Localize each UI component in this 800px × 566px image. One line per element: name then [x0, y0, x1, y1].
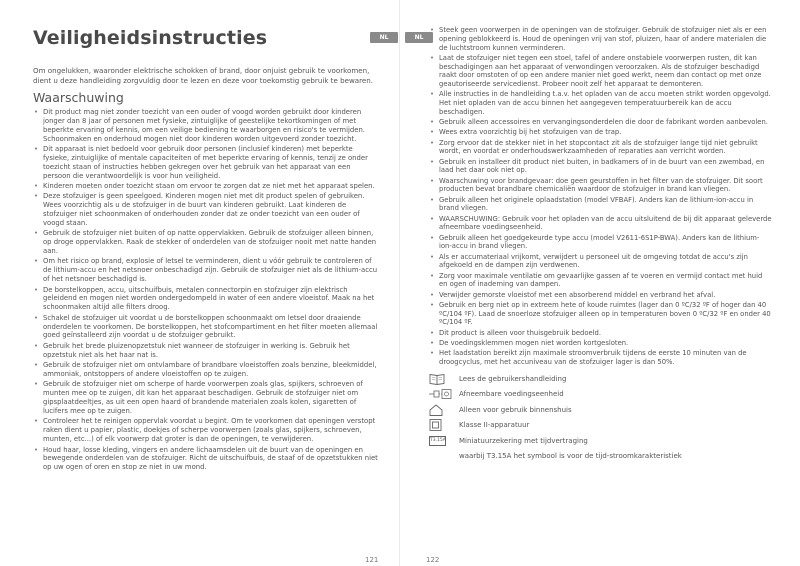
list-item: • Gebruik alleen het goedgekeurde type accu (model V2611-6S1P-BWA). Anders kan de lithium-ion-accu in brand vliegen. — [429, 234, 772, 252]
list-item: • Zorg ervoor dat de stekker niet in het stopcontact zit als de stofzuiger lange tijd niet gebruikt wordt, en voordat er onderhoudswerkzaamheden of reparaties aan verricht worden. — [429, 139, 772, 157]
list-item: • Gebruik en berg niet op in extreem hete of koude ruimtes (lager dan 0 ºC/32 ºF of hoger dan 40 ºC/104 ºF). Laad de snoerloze stofzuiger alleen op in temperaturen boven 0 ºC/32 ºF en onder 40 ºC/104 ºF. — [429, 301, 772, 327]
list-item: • Gebruik alleen het originele oplaadstation (model VFBAF). Anders kan de lithium-ion-accu in brand vliegen. — [429, 196, 772, 214]
list-item: • Dit product is alleen voor thuisgebruik bedoeld. — [429, 329, 772, 338]
list-item: • Gebruik de stofzuiger niet buiten of op natte oppervlakken. Gebruik de stofzuiger alleen binnen, op droge oppervlakken. Raak de stekker of onderdelen van de stofzuiger nooit met natte handen aan. — [33, 229, 378, 256]
symbol-label: Lees de gebruikershandleiding — [459, 374, 567, 383]
list-item: • Om het risico op brand, explosie of letsel te verminderen, dient u vóór gebruik te controleren of de lithium-accu en het netsnoer onbeschadigd zijn. Gebruik de stofzuiger niet als de lithium-accu of het netsnoer beschadigd is. — [33, 257, 378, 284]
list-item: • Kinderen moeten onder toezicht staan om ervoor te zorgen dat ze niet met het apparaat spelen. — [33, 182, 378, 191]
list-item: • Gebruik alleen accessoires en vervangingsonderdelen die door de fabrikant worden aanbevolen. — [429, 118, 772, 127]
list-item: • Alle instructies in de handleiding t.a.v. het opladen van de accu moeten strikt worden opgevolgd. Het niet opladen van de accu binnen het aangegeven temperatuurbereik kan de accu beschadigen. — [429, 90, 772, 116]
list-item: • Laat de stofzuiger niet tegen een stoel, tafel of andere onstabiele voorwerpen rusten, dit kan beschadigingen aan het apparaat of verwondingen veroorzaken. Als de stofzuiger beschadigd raakt door omstoten of op een andere manier niet goed werkt, neem dan contact op met onze geautoriseerde servicedienst. Probeer nooit zelf het apparaat te demonteren. — [429, 54, 772, 89]
list-item: • Dit apparaat is niet bedoeld voor gebruik door personen (inclusief kinderen) met beperkte fysieke, zintuiglijke of mentale capaciteiten of met beperkte ervaring of kennis, tenzij ze onder toezicht staan of instructies hebben gekregen over het gebruik van het apparaat van een persoon die verantwoordelijk is voor hun veiligheid. — [33, 145, 378, 180]
list-item: • De borstelkoppen, accu, uitschuifbuis, metalen connectorpin en stofzuiger zijn elektrisch geleidend en mogen niet worden ondergedompeld in water of een andere vloeistof. Maak na het schoonmaken altijd alle filters droog. — [33, 286, 378, 313]
list-item: • De voedingsklemmen mogen niet worden kortgesloten. — [429, 339, 772, 348]
page-number-left: 121 — [365, 556, 379, 564]
list-item: • Het laadstation bereikt zijn maximale stroomverbruik tijdens de eerste 10 minuten van de droogcyclus, met het accuniveau van de stofzuiger lager is dan 50%. — [429, 349, 772, 367]
house-icon — [429, 404, 455, 416]
symbol-row — [429, 372, 772, 386]
list-item: • Gebruik de stofzuiger niet om ontvlambare of brandbare vloeistoffen zoals benzine, bleekmiddel, ammoniak, ontstoppers of andere vloeistoffen op te zuigen. — [33, 361, 378, 379]
list-item: • Zorg voor maximale ventilatie om gevaarlijke gassen af te voeren en vermijd contact met huid en ogen of inademing van dampen. — [429, 272, 772, 290]
symbol-row — [429, 387, 772, 401]
symbol-label: Miniatuurzekering met tijdvertraging — [459, 436, 588, 445]
intro-paragraph: Om ongelukken, waaronder elektrische schokken of brand, door onjuist gebruik te voorkomen, dient u deze handleiding zorgvuldig door te lezen en deze voor toekomstig gebruik te bewaren. — [33, 66, 373, 85]
language-tab-right: NL — [405, 32, 433, 43]
symbol-label: Klasse II-apparatuur — [459, 421, 530, 429]
list-item: • Schakel de stofzuiger uit voordat u de borstelkoppen schoonmaakt om letsel door draaiende onderdelen te voorkomen. De borstelkoppen, het stofcompartiment en het filter moeten allemaal goed geïnstalleerd zijn voordat u de stofzuiger gebruikt. — [33, 314, 378, 341]
list-item: • Deze stofzuiger is geen speelgoed. Kinderen mogen niet met dit product spelen of gebruiken. Wees voorzichtig als u de stofzuiger in de buurt van kinderen gebruikt. Laat kinderen de stofzuiger niet schoonmaken of onderhouden zonder dat ze onder toezicht van een ouder of voogd staan. — [33, 192, 378, 227]
symbol-row — [429, 403, 772, 417]
list-item: • WAARSCHUWING: Gebruik voor het opladen van de accu uitsluitend de bij dit apparaat geleverde afneembare voedingseenheid. — [429, 215, 772, 233]
list-item: • Steek geen voorwerpen in de openingen van de stofzuiger. Gebruik de stofzuiger niet als er een opening geblokkeerd is. Houd de openingen vrij van stof, pluizen, haar of andere materialen die de luchtstroom kunnen verminderen. — [429, 26, 772, 52]
symbol-row — [429, 449, 772, 463]
list-item: • Gebruik en installeer dit product niet buiten, in badkamers of in de buurt van een zwembad, en laad het daar ook niet op. — [429, 158, 772, 176]
warning-list-left — [33, 108, 378, 472]
symbol-legend — [429, 372, 772, 464]
list-item: • Houd haar, losse kleding, vingers en andere lichaamsdelen uit de buurt van de openingen en bewegende onderdelen van de stofzuiger. Richt de uitschuifbuis, de staaf of de opzetstukken niet op uw ogen of oren en stop ze niet in uw mond. — [33, 446, 378, 473]
power-supply-icon — [429, 388, 455, 400]
page-title: Veiligheidsinstructies — [33, 27, 268, 49]
language-tab-left: NL — [370, 32, 398, 43]
section-title: Waarschuwing — [33, 90, 124, 105]
list-item: • Verwijder gemorste vloeistof met een absorberend middel en verbrand het afval. — [429, 291, 772, 300]
list-item: • Waarschuwing voor brandgevaar: doe geen geurstoffen in het filter van de stofzuiger. Dit soort producten bevat brandbare chemicaliën waardoor de stofzuiger in brand kan vliegen. — [429, 177, 772, 195]
list-item: • Wees extra voorzichtig bij het stofzuigen van de trap. — [429, 128, 772, 137]
book-icon — [429, 373, 455, 385]
right-page — [400, 0, 800, 566]
symbol-label: Alleen voor gebruik binnenshuis — [459, 405, 572, 414]
warning-list-right — [429, 26, 772, 367]
symbol-spacer — [429, 450, 455, 462]
page-number-right: 122 — [426, 556, 440, 564]
class-ii-icon — [429, 419, 455, 431]
fuse-icon — [429, 435, 455, 447]
list-item: • Dit product mag niet zonder toezicht van een ouder of voogd worden gebruikt door kinderen jonger dan 8 jaar of personen met fysieke, zintuiglijke of geestelijke tekortkomingen of met beperkte ervaring of kennis, om een veilige bediening te waarborgen en risico's te vermijden. Schoonmaken en onderhoud mogen niet door kinderen worden uitgevoerd zonder toezicht. — [33, 108, 378, 143]
list-item: • Als er accumateriaal vrijkomt, verwijdert u personeel uit de omgeving totdat de accu's zijn afgekoeld en de dampen zijn verdwenen. — [429, 253, 772, 271]
list-item: • Gebruik de stofzuiger niet om scherpe of harde voorwerpen zoals glas, spijkers, schroeven of munten mee op te zuigen, dit kan het apparaat beschadigen. Gebruik de stofzuiger niet om gipsplaatdeeltjes, as uit een open haard of brandende materialen zoals kolen, sigaretten of lucifers mee op te zuigen. — [33, 380, 378, 415]
symbol-row — [429, 418, 772, 432]
list-item: • Controleer het te reinigen oppervlak voordat u begint. Om te voorkomen dat openingen verstopt raken dient u papier, plastic, doekjes of scherpe voorwerpen (zoals glas, spijkers, schroeven, munten, etc...) of elk voorwerp dat groter is dan de openingen, te verwijderen. — [33, 417, 378, 444]
symbol-label: Afneembare voedingseenheid — [459, 390, 564, 398]
symbol-row — [429, 434, 772, 448]
list-item: • Gebruik het brede pluizenopzetstuk niet wanneer de stofzuiger in werking is. Gebruik het opzetstuk niet als het haar nat is. — [33, 342, 378, 360]
fuse-badge: T3.15A — [429, 436, 446, 446]
symbol-label: waarbij T3.15A het symbool is voor de tijd-stroomkarakteristiek — [459, 452, 682, 460]
